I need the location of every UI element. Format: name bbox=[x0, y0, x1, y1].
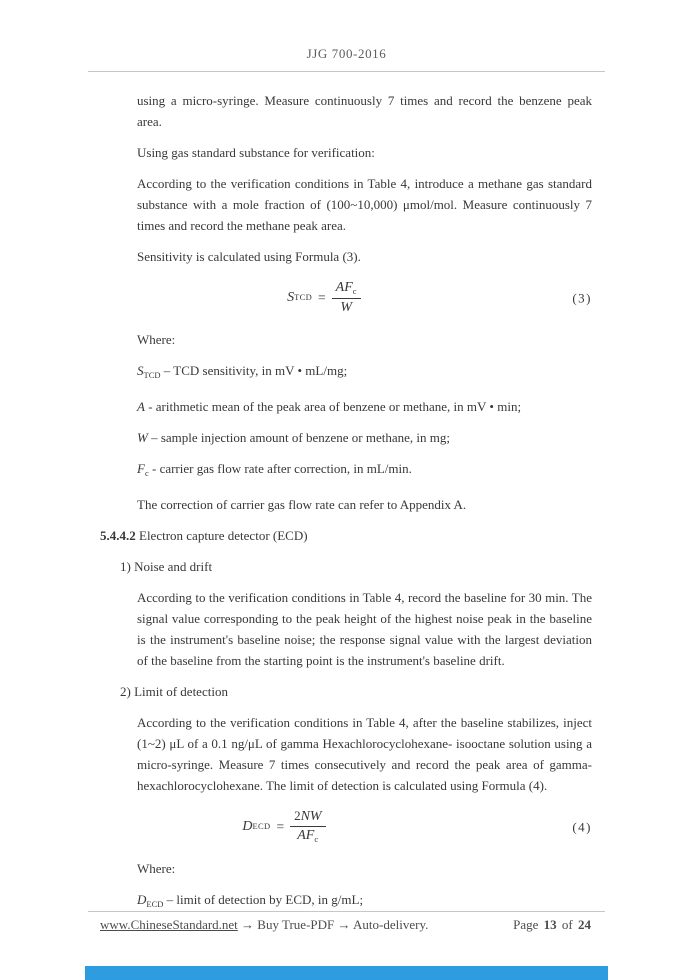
footer-rule bbox=[88, 911, 605, 912]
definition-a-text: - arithmetic mean of the peak area of benzene or methane, in mV • min; bbox=[144, 399, 522, 414]
definition-a bbox=[137, 396, 592, 417]
definition-fc-text: - carrier gas flow rate after correction, in mL/min. bbox=[148, 461, 412, 476]
equation-number-4: (4) bbox=[572, 819, 592, 835]
symbol-w: W bbox=[137, 430, 148, 445]
formula-4-expression bbox=[242, 809, 325, 845]
symbol-stcd: S bbox=[137, 363, 144, 378]
formula-3-lhs-subscript: TCD bbox=[294, 292, 313, 303]
formula-4-numerator bbox=[290, 809, 326, 827]
footer-left bbox=[100, 917, 428, 933]
definition-stcd-text: – TCD sensitivity, in mV • mL/mg; bbox=[160, 363, 348, 378]
page-label: Page bbox=[513, 917, 539, 932]
formula-4-numerator-vars: NW bbox=[300, 809, 322, 825]
formula-3-denominator-var: W bbox=[340, 299, 353, 315]
page-indicator bbox=[512, 917, 592, 933]
formula-3 bbox=[100, 277, 592, 319]
formula-3-numerator-subscript: c bbox=[352, 286, 357, 297]
equals-sign: = bbox=[276, 819, 285, 835]
paragraph-lod: According to the verification conditions in Table 4, after the baseline stabilizes, inject (1~2) μL of a 0.1 ng/μL of gamma Hexachlorocyclohexane- isooctane solution using a micro-syringe. Measure 7 times consecutively and record the peak area of gamma-hexachlorocyclohexane. The limit of detection is calculated using Formula (4). bbox=[137, 715, 592, 793]
formula-4-lhs: D bbox=[242, 819, 253, 835]
paragraph-noise: According to the verification conditions in Table 4, record the baseline for 30 min. The signal value corresponding to the peak height of the highest noise peak in the baseline is the instrument's baseline noise; the response signal value with the largest deviation of the baseline from the starting point is the instrument's baseline drift. bbox=[137, 590, 592, 668]
formula-4-denominator-subscript: c bbox=[314, 834, 319, 845]
symbol-decd-subscript: ECD bbox=[146, 899, 164, 909]
section-heading-5442 bbox=[100, 525, 592, 546]
symbol-stcd-subscript: TCD bbox=[143, 370, 161, 380]
current-page-number: 13 bbox=[543, 917, 557, 932]
formula-3-numerator bbox=[332, 280, 361, 299]
bottom-accent-bar bbox=[85, 966, 608, 980]
formula-3-expression bbox=[287, 280, 361, 316]
formula-4 bbox=[100, 806, 592, 848]
footer-tagline: → Buy True-PDF → Auto-delivery. bbox=[237, 917, 429, 932]
of-label: of bbox=[561, 917, 573, 932]
symbol-a: A bbox=[137, 399, 145, 414]
paragraph-appendix: The correction of carrier gas flow rate can refer to Appendix A. bbox=[137, 497, 467, 512]
definition-decd-text: – limit of detection by ECD, in g/mL; bbox=[163, 892, 364, 907]
section-title: Electron capture detector (ECD) bbox=[135, 528, 308, 543]
definition-fc bbox=[137, 458, 592, 484]
document-body bbox=[100, 90, 592, 925]
formula-3-lhs: S bbox=[287, 290, 295, 306]
symbol-fc-subscript: c bbox=[144, 468, 149, 478]
definition-stcd bbox=[137, 360, 592, 386]
definition-w-text: – sample injection amount of benzene or methane, in mg; bbox=[147, 430, 451, 445]
formula-4-fraction bbox=[290, 809, 326, 845]
symbol-decd: D bbox=[137, 892, 147, 907]
equation-number-3: (3) bbox=[572, 290, 592, 306]
paragraph-methane: According to the verification conditions in Table 4, introduce a methane gas standard substance with a mole fraction of (100~10,000) μmol/mol. Measure continuously 7 times and record the methane peak area. bbox=[137, 176, 592, 233]
formula-3-numerator-vars: AF bbox=[335, 280, 353, 296]
formula-4-lhs-subscript: ECD bbox=[252, 821, 271, 832]
section-number: 5.4.4.2 bbox=[100, 528, 136, 543]
list-item-lod: 2) Limit of detection bbox=[120, 684, 228, 699]
paragraph-gas-standard: Using gas standard substance for verification: bbox=[137, 145, 375, 160]
symbol-fc: F bbox=[137, 461, 145, 476]
formula-4-denominator bbox=[290, 827, 326, 845]
standard-number: JJG 700-2016 bbox=[306, 46, 387, 61]
list-item-noise: 1) Noise and drift bbox=[120, 559, 213, 574]
formula-4-coefficient: 2 bbox=[294, 808, 301, 824]
where-label-2: Where: bbox=[137, 861, 176, 876]
formula-3-denominator bbox=[332, 299, 361, 316]
where-label-1: Where: bbox=[137, 332, 176, 347]
chinesestandard-link[interactable]: www.ChineseStandard.net bbox=[100, 917, 238, 932]
equals-sign: = bbox=[318, 290, 326, 306]
total-page-number: 24 bbox=[578, 917, 591, 932]
paragraph-benzene: using a micro-syringe. Measure continuously 7 times and record the benzene peak area. bbox=[137, 93, 592, 129]
formula-3-fraction bbox=[332, 280, 361, 316]
header-rule bbox=[88, 71, 605, 72]
definition-w bbox=[137, 427, 592, 448]
page-footer bbox=[100, 917, 592, 933]
paragraph-sensitivity: Sensitivity is calculated using Formula (3). bbox=[137, 249, 361, 264]
formula-4-denominator-vars: AF bbox=[297, 828, 315, 844]
